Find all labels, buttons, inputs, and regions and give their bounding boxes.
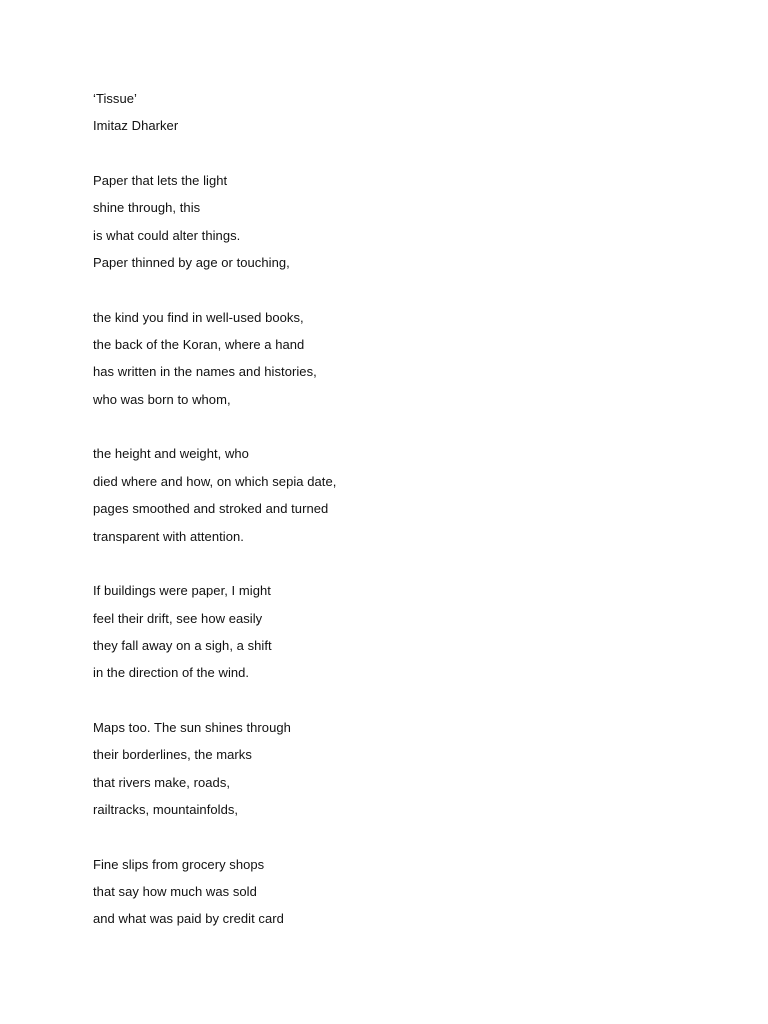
poem-line: transparent with attention. bbox=[93, 528, 244, 544]
poem-text bbox=[93, 85, 693, 933]
stanza-break bbox=[93, 140, 693, 167]
poem-line: that rivers make, roads, bbox=[93, 774, 231, 790]
poem-line: the kind you find in well-used books, bbox=[93, 309, 304, 325]
poem-line: and what was paid by credit card bbox=[93, 911, 284, 927]
poem-line: Paper thinned by age or touching, bbox=[93, 255, 290, 271]
poem-line: shine through, this bbox=[93, 200, 201, 216]
poem-line: Fine slips from grocery shops bbox=[93, 856, 265, 872]
poem-line: has written in the names and histories, bbox=[93, 364, 317, 380]
poem-line: their borderlines, the marks bbox=[93, 747, 252, 763]
poem-line: died where and how, on which sepia date, bbox=[93, 473, 337, 489]
stanza-break bbox=[93, 687, 693, 714]
poem-line: they fall away on a sigh, a shift bbox=[93, 637, 272, 653]
stanza-break bbox=[93, 413, 693, 440]
poem-line: the height and weight, who bbox=[93, 446, 249, 462]
poem-line: pages smoothed and stroked and turned bbox=[93, 501, 329, 517]
poem-author: Imitaz Dharker bbox=[93, 118, 179, 134]
stanza-break bbox=[93, 550, 693, 577]
stanza-5 bbox=[93, 714, 693, 823]
poem-line: the back of the Koran, where a hand bbox=[93, 337, 305, 353]
stanza-1 bbox=[93, 167, 693, 276]
poem-line: If buildings were paper, I might bbox=[93, 583, 271, 599]
poem-line: Maps too. The sun shines through bbox=[93, 719, 291, 735]
poem-line: Paper that lets the light bbox=[93, 173, 228, 189]
stanza-break bbox=[93, 823, 693, 850]
poem-line: that say how much was sold bbox=[93, 883, 257, 899]
stanza-6 bbox=[93, 851, 693, 933]
stanza-2 bbox=[93, 304, 693, 413]
poem-line: is what could alter things. bbox=[93, 227, 241, 243]
poem-line: feel their drift, see how easily bbox=[93, 610, 263, 626]
stanza-4 bbox=[93, 577, 693, 686]
poem-line: who was born to whom, bbox=[93, 391, 231, 407]
stanza-3 bbox=[93, 440, 693, 549]
poem-title: ‘Tissue’ bbox=[93, 91, 137, 106]
poem-line: railtracks, mountainfolds, bbox=[93, 801, 239, 817]
stanza-break bbox=[93, 276, 693, 303]
poem-line: in the direction of the wind. bbox=[93, 665, 250, 681]
